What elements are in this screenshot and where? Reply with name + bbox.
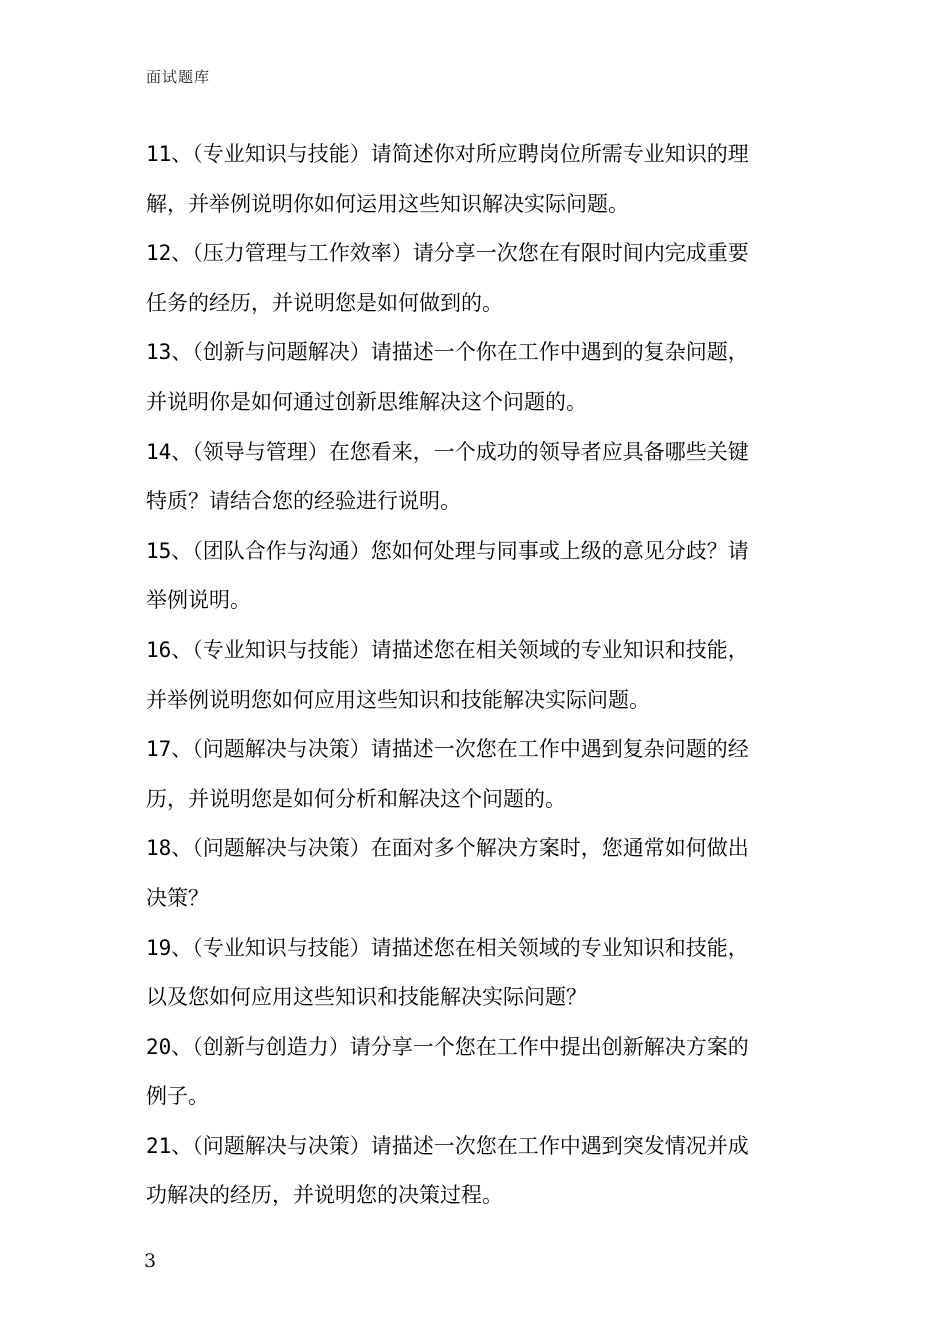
question-text-line: 18、（问题解决与决策）在面对多个解决方案时，您通常如何做出 xyxy=(146,836,749,861)
page-number: 3 xyxy=(144,1250,157,1272)
question-text-line: 20、（创新与创造力）请分享一个您在工作中提出创新解决方案的 xyxy=(146,1034,749,1059)
question-text-line: 14、（领导与管理）在您看来，一个成功的领导者应具备哪些关键 xyxy=(146,439,749,464)
page-header-title: 面试题库 xyxy=(146,68,211,86)
question-item xyxy=(146,725,811,824)
question-item xyxy=(146,527,811,626)
question-text-line: 21、（问题解决与决策）请描述一次您在工作中遇到突发情况并成 xyxy=(146,1133,749,1158)
question-text-line: 特质？请结合您的经验进行说明。 xyxy=(146,489,461,514)
question-text-line: 并举例说明您如何应用这些知识和技能解决实际问题。 xyxy=(146,687,650,712)
question-text-line: 以及您如何应用这些知识和技能解决实际问题？ xyxy=(146,985,587,1010)
question-text-line: 任务的经历，并说明您是如何做到的。 xyxy=(146,290,503,315)
question-text-line: 决策？ xyxy=(146,885,209,910)
question-item xyxy=(146,824,811,923)
question-text-line: 17、（问题解决与决策）请描述一次您在工作中遇到复杂问题的经 xyxy=(146,737,749,762)
question-text-line: 12、（压力管理与工作效率）请分享一次您在有限时间内完成重要 xyxy=(146,241,749,266)
question-item xyxy=(146,1122,811,1221)
question-text-line: 例子。 xyxy=(146,1084,209,1109)
question-text-line: 13、（创新与问题解决）请描述一个你在工作中遇到的复杂问题， xyxy=(146,340,749,365)
question-text-line: 功解决的经历，并说明您的决策过程。 xyxy=(146,1183,503,1208)
question-item xyxy=(146,328,811,427)
question-text-line: 11、（专业知识与技能）请简述你对所应聘岗位所需专业知识的理 xyxy=(146,142,749,166)
question-text-line: 历，并说明您是如何分析和解决这个问题的。 xyxy=(146,786,566,811)
question-text-line: 15、（团队合作与沟通）您如何处理与同事或上级的意见分歧？请 xyxy=(146,538,749,563)
question-item xyxy=(146,229,811,328)
question-item xyxy=(146,924,811,1023)
question-text-line: 19、（专业知识与技能）请描述您在相关领域的专业知识和技能， xyxy=(146,935,749,960)
question-text-line: 16、（专业知识与技能）请描述您在相关领域的专业知识和技能， xyxy=(146,637,749,662)
question-list xyxy=(146,130,811,1221)
question-item xyxy=(146,428,811,527)
question-item xyxy=(146,1023,811,1122)
question-text-line: 并说明你是如何通过创新思维解决这个问题的。 xyxy=(146,389,587,414)
question-text-line: 解，并举例说明你如何运用这些知识解决实际问题。 xyxy=(146,191,629,216)
question-item xyxy=(146,626,811,725)
question-item xyxy=(146,130,811,229)
question-text-line: 举例说明。 xyxy=(146,588,251,613)
